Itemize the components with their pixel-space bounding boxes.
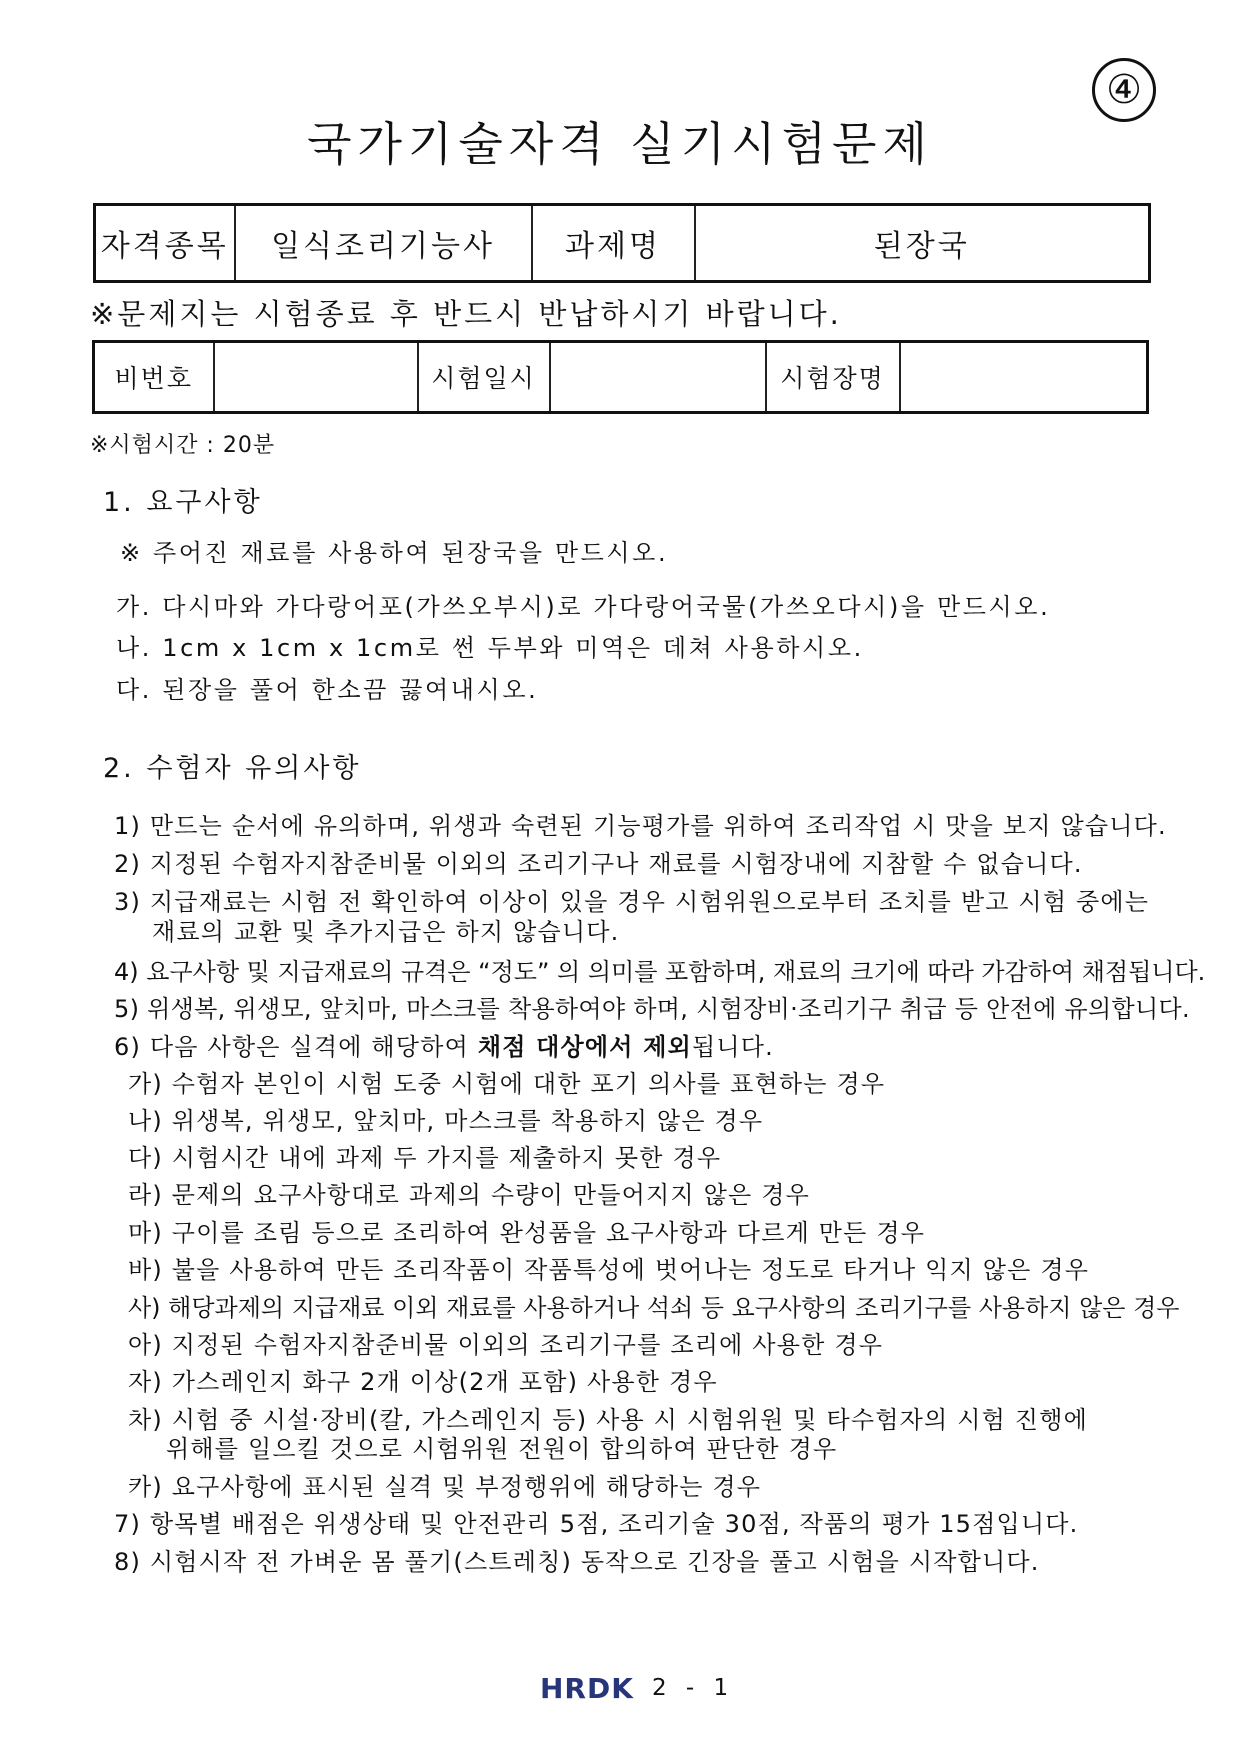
disqualification-item: 라) 문제의 요구사항대로 과제의 수량이 만들어지지 않은 경우 bbox=[128, 1181, 810, 1209]
disqualification-item: 바) 불을 사용하여 만든 조리작품이 작품특성에 벗어나는 정도로 타거나 익지 않은 경우 bbox=[128, 1256, 1090, 1284]
return-notice: ※문제지는 시험종료 후 반드시 반납하시기 바랍니다. bbox=[90, 297, 842, 331]
page-title: 국가기술자격 실기시험문제 bbox=[307, 117, 933, 171]
disqualification-item: 카) 요구사항에 표시된 실격 및 부정행위에 해당하는 경우 bbox=[128, 1473, 762, 1501]
precaution-item: 3) 지급재료는 시험 전 확인하여 이상이 있을 경우 시험위원으로부터 조치를 받고 시험 중에는 bbox=[114, 888, 1150, 916]
disqualification-item: 사) 해당과제의 지급재료 이외 재료를 사용하거나 석쇠 등 요구사항의 조리기구를 사용하지 않은 경우 bbox=[128, 1294, 1180, 1322]
page-mark: ④ bbox=[1092, 58, 1156, 122]
page-number: 2 - 1 bbox=[651, 1675, 735, 1701]
requirements-heading: 1. 요구사항 bbox=[103, 487, 263, 518]
place-field[interactable] bbox=[900, 342, 1148, 413]
precaution-item: 2) 지정된 수험자지참준비물 이외의 조리기구나 재료를 시험장내에 지참할 수 없습니다. bbox=[114, 850, 1083, 878]
number-field[interactable] bbox=[214, 342, 418, 413]
precaution-item: 8) 시험시작 전 가벼운 몸 풀기(스트레칭) 동작으로 긴장을 풀고 시험을 시작합니다. bbox=[114, 1548, 1040, 1576]
disqualification-item: 자) 가스레인지 화구 2개 이상(2개 포함) 사용한 경우 bbox=[128, 1368, 718, 1396]
date-label: 시험일시 bbox=[418, 342, 550, 413]
precaution-item: 5) 위생복, 위생모, 앞치마, 마스크를 착용하여야 하며, 시험장비·조리기구 취급 등 안전에 유의합니다. bbox=[114, 995, 1190, 1023]
precaution-item: 7) 항목별 배점은 위생상태 및 안전관리 5점, 조리기술 30점, 작품의 평가 15점입니다. bbox=[114, 1510, 1079, 1538]
task-value: 된장국 bbox=[695, 205, 1150, 282]
precautions-heading: 2. 수험자 유의사항 bbox=[103, 753, 362, 784]
requirement-item: 나. 1cm x 1cm x 1cm로 썬 두부와 미역은 데쳐 사용하시오. bbox=[116, 634, 864, 662]
disqualification-item: 마) 구이를 조림 등으로 조리하여 완성품을 요구사항과 다르게 만든 경우 bbox=[128, 1219, 926, 1247]
disqualification-item-continued: 위해를 일으킬 것으로 시험위원 전원이 합의하여 판단한 경우 bbox=[166, 1435, 838, 1463]
requirement-item: 다. 된장을 풀어 한소끔 끓여내시오. bbox=[116, 676, 539, 704]
disqualification-item: 가) 수험자 본인이 시험 도중 시험에 대한 포기 의사를 표현하는 경우 bbox=[128, 1070, 886, 1098]
disqualification-item: 아) 지정된 수험자지참준비물 이외의 조리기구를 조리에 사용한 경우 bbox=[128, 1331, 884, 1359]
page-footer bbox=[540, 1668, 734, 1708]
number-label: 비번호 bbox=[94, 342, 214, 413]
place-label: 시험장명 bbox=[766, 342, 900, 413]
precaution-item-6 bbox=[114, 1027, 774, 1062]
hrdk-logo: HRDK bbox=[540, 1671, 634, 1705]
disqualification-item: 나) 위생복, 위생모, 앞치마, 마스크를 착용하지 않은 경우 bbox=[128, 1107, 764, 1135]
exam-time: ※시험시간 : 20분 bbox=[90, 433, 276, 458]
precaution-item-6-text: 6) 다음 사항은 실격에 해당하여 bbox=[114, 1033, 469, 1061]
precaution-item: 4) 요구사항 및 지급재료의 규격은 “정도” 의 의미를 포함하며, 재료의 크기에 따라 가감하여 채점됩니다. bbox=[114, 958, 1206, 986]
requirements-intro: ※ 주어진 재료를 사용하여 된장국을 만드시오. bbox=[120, 539, 669, 567]
precaution-item: 1) 만드는 순서에 유의하며, 위생과 숙련된 기능평가를 위하여 조리작업 시 맛을 보지 않습니다. bbox=[114, 812, 1167, 840]
category-value: 일식조리기능사 bbox=[235, 205, 532, 282]
precaution-item-continued: 재료의 교환 및 추가지급은 하지 않습니다. bbox=[152, 918, 620, 946]
date-field[interactable] bbox=[550, 342, 766, 413]
disqualification-item: 다) 시험시간 내에 과제 두 가지를 제출하지 못한 경우 bbox=[128, 1144, 722, 1172]
task-label: 과제명 bbox=[532, 205, 695, 282]
exam-table bbox=[92, 340, 1149, 414]
disqualification-item: 차) 시험 중 시설·장비(칼, 가스레인지 등) 사용 시 시험위원 및 타수험자의 시험 진행에 bbox=[128, 1406, 1088, 1434]
requirement-item: 가. 다시마와 가다랑어포(가쓰오부시)로 가다랑어국물(가쓰오다시)을 만드시오. bbox=[116, 593, 1051, 621]
precaution-item-6-end: 됩니다. bbox=[692, 1033, 774, 1061]
exclusion-emphasis: 채점 대상에서 제외 bbox=[477, 1033, 692, 1061]
subject-table bbox=[93, 203, 1151, 283]
category-label: 자격종목 bbox=[95, 205, 235, 282]
